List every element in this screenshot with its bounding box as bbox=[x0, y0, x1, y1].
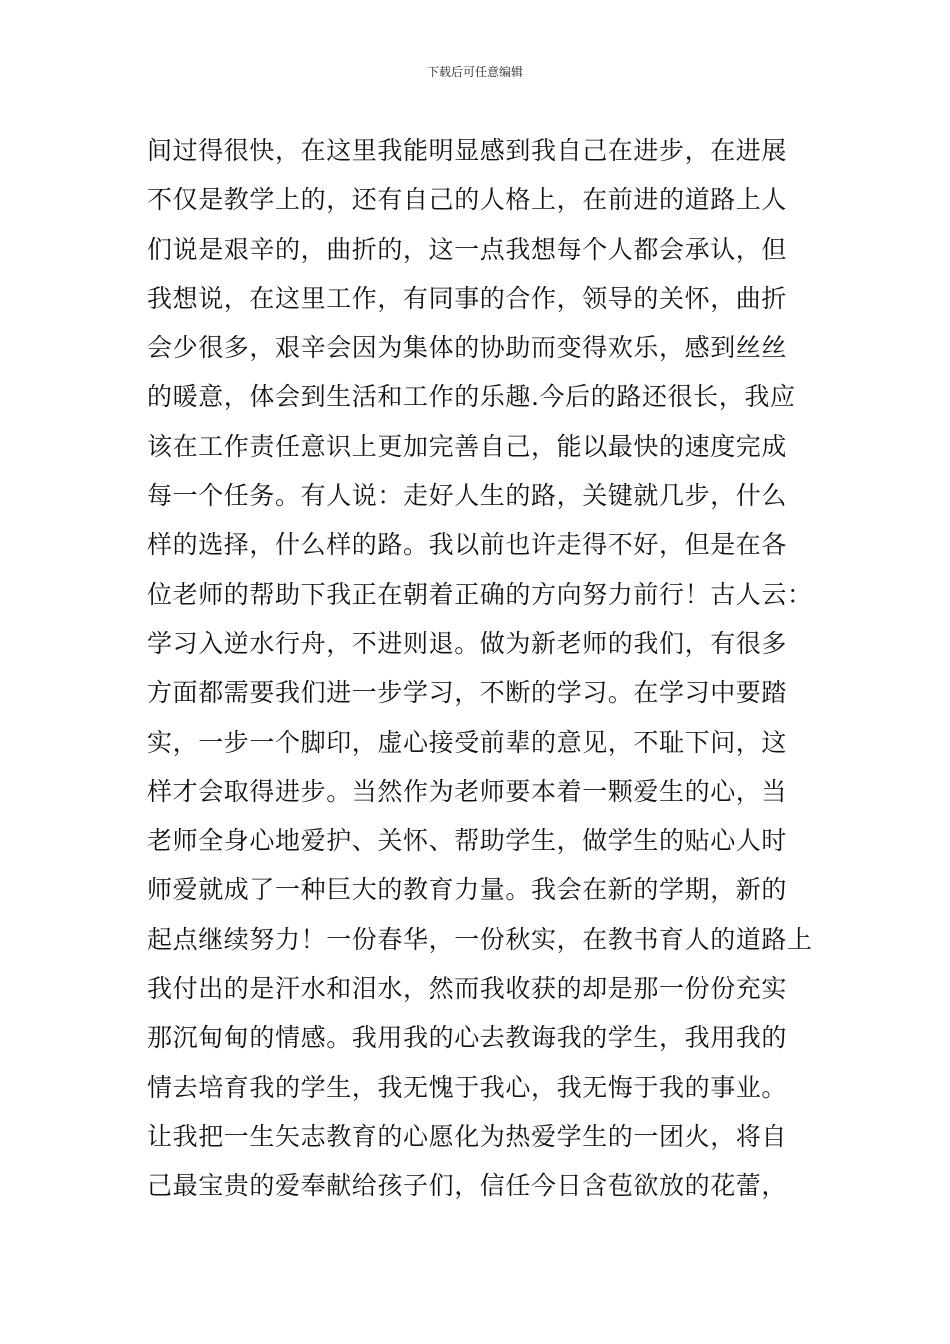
text-line: 每一个任务。有人说：走好人生的路，关键就几步，什么 bbox=[147, 481, 788, 511]
text-line: 位老师的帮助下我正在朝着正确的方向努力前行！古人云： bbox=[147, 579, 813, 609]
text-line: 情去培育我的学生，我无愧于我心，我无悔于我的事业。 bbox=[147, 1072, 788, 1102]
text-line: 方面都需要我们进一步学习，不断的学习。在学习中要踏 bbox=[147, 678, 788, 708]
text-line: 师爱就成了一种巨大的教育力量。我会在新的学期，新的 bbox=[147, 875, 788, 905]
text-line: 样才会取得进步。当然作为老师要本着一颗爱生的心，当 bbox=[147, 776, 788, 806]
text-line: 让我把一生矢志教育的心愿化为热爱学生的一团火，将自 bbox=[147, 1121, 788, 1151]
text-line: 学习入逆水行舟，不进则退。做为新老师的我们，有很多 bbox=[147, 628, 788, 658]
text-line: 样的选择，什么样的路。我以前也许走得不好，但是在各 bbox=[147, 530, 788, 560]
text-line: 老师全身心地爱护、关怀、帮助学生，做学生的贴心人时 bbox=[147, 826, 788, 856]
text-line: 间过得很快，在这里我能明显感到我自己在进步，在进展 bbox=[147, 136, 788, 165]
text-line: 会少很多，艰辛会因为集体的协助而变得欢乐，感到丝丝 bbox=[147, 333, 788, 363]
text-line: 的暖意，体会到生活和工作的乐趣.今后的路还很长，我应 bbox=[147, 382, 796, 412]
page-header: 下载后可任意编辑 bbox=[426, 65, 523, 79]
text-line: 不仅是教学上的，还有自己的人格上，在前进的道路上人 bbox=[147, 185, 788, 215]
text-line: 实，一步一个脚印，虚心接受前辈的意见，不耻下问，这 bbox=[147, 727, 788, 757]
text-line: 起点继续努力！一份春华，一份秋实，在教书育人的道路上 bbox=[147, 924, 813, 954]
text-line: 该在工作责任意识上更加完善自己，能以最快的速度完成 bbox=[147, 431, 788, 461]
text-line: 那沉甸甸的情感。我用我的心去教诲我的学生，我用我的 bbox=[147, 1023, 788, 1053]
document-body bbox=[147, 126, 817, 1211]
text-line: 己最宝贵的爱奉献给孩子们，信任今日含苞欲放的花蕾， bbox=[147, 1171, 788, 1201]
text-line: 我付出的是汗水和泪水，然而我收获的却是那一份份充实 bbox=[147, 974, 788, 1004]
text-line: 我想说，在这里工作，有同事的合作，领导的关怀，曲折 bbox=[147, 283, 788, 313]
text-line: 们说是艰辛的，曲折的，这一点我想每个人都会承认，但 bbox=[147, 234, 788, 264]
